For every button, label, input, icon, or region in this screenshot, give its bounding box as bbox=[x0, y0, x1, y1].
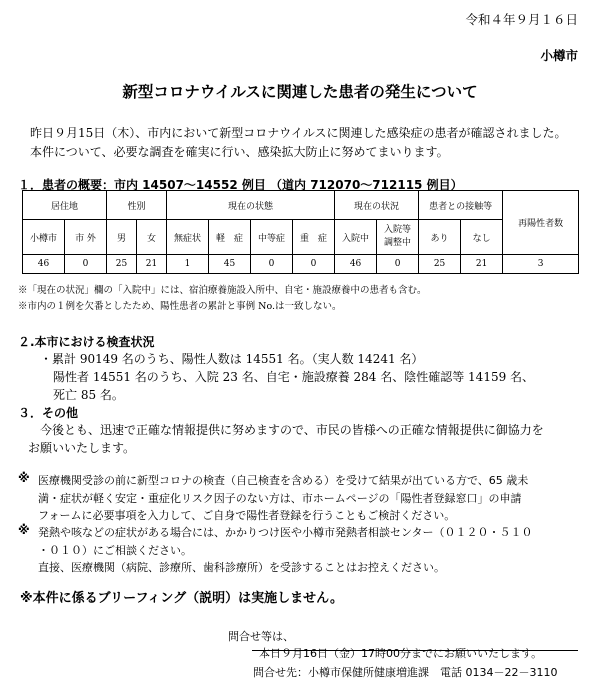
section-1-heading: １．患者の概要：市内 14507～14552 例目 （道内 712070～712115 例目） bbox=[18, 178, 463, 192]
notice-2-line-2: ・０１０）にご相談ください。 bbox=[38, 544, 192, 557]
subheader-hospitalized: 入院中 bbox=[335, 220, 377, 255]
value-awaiting-admission: 0 bbox=[377, 255, 419, 274]
value-hospitalized: 46 bbox=[335, 255, 377, 274]
table-note-2: ※市内の１例を欠番としたため、陽性患者の累計と事例 No.は一致しない。 bbox=[18, 301, 342, 312]
header-contact: 患者との接触等 bbox=[419, 191, 503, 220]
header-residence: 居住地 bbox=[23, 191, 107, 220]
header-repositive: 再陽性者数 bbox=[503, 191, 579, 255]
subheader-mild: 軽 症 bbox=[209, 220, 251, 255]
subheader-asymptomatic: 無症状 bbox=[167, 220, 209, 255]
value-repositive: 3 bbox=[503, 255, 579, 274]
test-status-line-2: 陽性者 14551 名のうち、入院 23 名、自宅・施設療養 284 名、陰性確認等 14159 名、 bbox=[53, 370, 535, 384]
notice-2-mark: ※ bbox=[18, 523, 30, 537]
patient-summary-table bbox=[22, 190, 579, 274]
subheader-outside-city: 市 外 bbox=[65, 220, 107, 255]
other-line-2: お願いいたします。 bbox=[28, 441, 136, 455]
value-contact-no: 21 bbox=[461, 255, 503, 274]
notice-2-line-1: 発熱や咳などの症状がある場合には、かかりつけ医や小樽市発熱者相談センター（０１２０・５１０ bbox=[38, 526, 533, 539]
notice-1-mark: ※ bbox=[18, 471, 30, 485]
section-3-heading: ３．その他 bbox=[18, 406, 79, 420]
value-asymptomatic: 1 bbox=[167, 255, 209, 274]
release-date: 令和４年９月１６日 bbox=[465, 12, 578, 27]
notice-1-line-2: 満・症状が軽く安定・重症化リスク因子のない方は、市ホームページの「陽性者登録窓口」の申請 bbox=[38, 492, 522, 505]
value-female: 21 bbox=[137, 255, 167, 274]
header-current-condition: 現在の状態 bbox=[167, 191, 335, 220]
organization-name: 小樽市 bbox=[540, 48, 578, 63]
subheader-otaru: 小樽市 bbox=[23, 220, 65, 255]
table-row bbox=[23, 255, 579, 274]
contact-divider bbox=[252, 650, 578, 651]
value-outside-city: 0 bbox=[65, 255, 107, 274]
subheader-contact-yes: あり bbox=[419, 220, 461, 255]
value-male: 25 bbox=[107, 255, 137, 274]
subheader-severe: 重 症 bbox=[293, 220, 335, 255]
subheader-female: 女 bbox=[137, 220, 167, 255]
contact-deadline: 本日９月16日（金）17時00分までにお願いいたします。 bbox=[259, 647, 543, 660]
intro-line-2: 本件について、必要な調査を確実に行い、感染拡大防止に努めてまいります。 bbox=[30, 145, 449, 159]
page-title: 新型コロナウイルスに関連した患者の発生について bbox=[122, 83, 478, 101]
intro-line-1: 昨日９月15日（木）、市内において新型コロナウイルスに関連した感染症の患者が確認されました。 bbox=[30, 126, 567, 140]
test-status-line-1: ・累計 90149 名のうち、陽性人数は 14551 名。（実人数 14241 名） bbox=[40, 352, 424, 366]
notice-1-line-1: 医療機関受診の前に新型コロナの検査（自己検査を含める）を受けて結果が出ている方で、65 歳未 bbox=[38, 474, 529, 487]
notice-1-line-3: フォームに必要事項を入力して、ご自身で陽性者登録を行うこともご検討ください。 bbox=[38, 509, 456, 522]
notice-2-line-3: 直接、医療機関（病院、診療所、歯科診療所）を受診することはお控えください。 bbox=[38, 561, 445, 574]
table-note-1: ※「現在の状況」欄の「入院中」には、宿泊療養施設入所中、自宅・施設療養中の患者も含む。 bbox=[18, 285, 427, 296]
other-line-1: 今後とも、迅速で正確な情報提供に努めますので、市民の皆様への正確な情報提供に御協力を bbox=[40, 423, 544, 437]
contact-office: 問合せ先：小樽市保健所健康増進課 電話 0134－22－3110 bbox=[253, 666, 558, 679]
subheader-awaiting-admission: 入院等 調整中 bbox=[377, 220, 419, 255]
briefing-notice: ※本件に係るブリーフィング（説明）は実施しません。 bbox=[20, 591, 343, 606]
value-mild: 45 bbox=[209, 255, 251, 274]
subheader-moderate: 中等症 bbox=[251, 220, 293, 255]
value-severe: 0 bbox=[293, 255, 335, 274]
section-2-heading: ２.本市における検査状況 bbox=[18, 335, 155, 349]
value-contact-yes: 25 bbox=[419, 255, 461, 274]
value-moderate: 0 bbox=[251, 255, 293, 274]
subheader-male: 男 bbox=[107, 220, 137, 255]
subheader-contact-no: なし bbox=[461, 220, 503, 255]
value-otaru: 46 bbox=[23, 255, 65, 274]
contact-heading: 問合せ等は、 bbox=[228, 630, 294, 643]
header-current-status: 現在の状況 bbox=[335, 191, 419, 220]
test-status-line-3: 死亡 85 名。 bbox=[53, 388, 124, 402]
header-sex: 性別 bbox=[107, 191, 167, 220]
